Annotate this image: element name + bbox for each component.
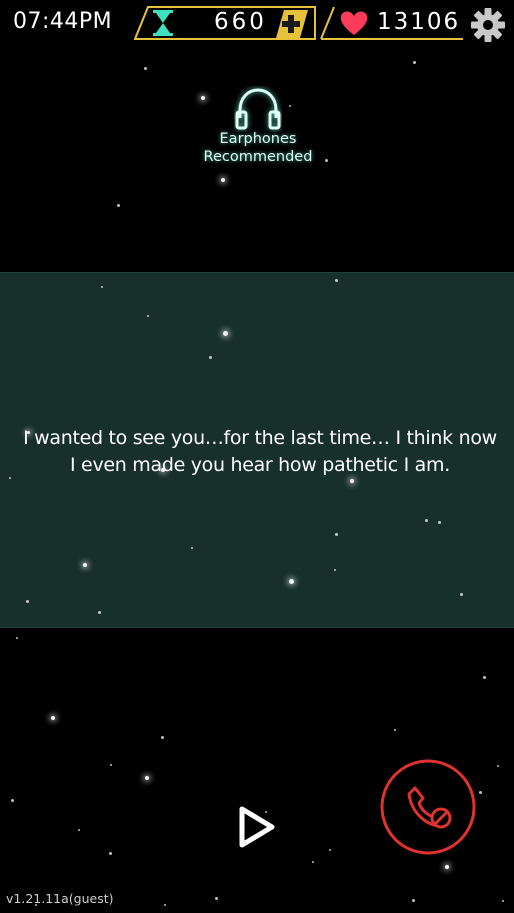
headphones-icon (234, 86, 282, 132)
play-icon[interactable] (234, 804, 278, 850)
star (312, 861, 314, 863)
settings-gear-icon[interactable] (470, 7, 506, 43)
star (16, 637, 18, 639)
star (413, 61, 416, 64)
star (425, 519, 428, 522)
star (26, 600, 29, 603)
star (98, 611, 101, 614)
star (221, 178, 225, 182)
star (201, 96, 205, 100)
star (335, 279, 338, 282)
star (147, 315, 149, 317)
star (350, 479, 354, 483)
star (412, 899, 415, 902)
star (479, 791, 482, 794)
star (117, 204, 120, 207)
star (329, 849, 331, 851)
version-label: v1.21.11a(guest) (6, 891, 114, 906)
star (164, 904, 166, 906)
star (191, 547, 193, 549)
star (335, 533, 338, 536)
star (289, 105, 291, 107)
hourglass-count: 660 (214, 9, 267, 35)
hearts-count: 13106 (377, 9, 461, 35)
star (161, 736, 164, 739)
clock-time: 07:44PM (13, 9, 113, 34)
add-currency-button[interactable] (276, 10, 308, 38)
star (497, 765, 499, 767)
hang-up-phone-icon[interactable] (379, 758, 477, 856)
earphones-line1: Earphones (219, 131, 297, 147)
star (460, 593, 463, 596)
star (215, 897, 218, 900)
star (145, 776, 149, 780)
star (101, 286, 103, 288)
heart-icon (340, 10, 368, 36)
star (289, 579, 294, 584)
star (144, 67, 147, 70)
earphones-recommended-notice (180, 130, 336, 166)
star (223, 331, 228, 336)
star (438, 521, 441, 524)
star (78, 829, 80, 831)
star (83, 563, 87, 567)
hourglass-icon (150, 9, 176, 37)
earphones-line2: Recommended (203, 149, 313, 165)
star (109, 852, 112, 855)
star (51, 716, 55, 720)
star (9, 477, 11, 479)
star (334, 569, 336, 571)
star (502, 900, 504, 902)
dialogue-text: I wanted to see you…for the last time… I think now I even made you hear how pathetic I am. (23, 427, 497, 476)
star (11, 799, 14, 802)
star (445, 865, 449, 869)
star (483, 676, 486, 679)
star (209, 356, 212, 359)
star (394, 729, 396, 731)
star (110, 764, 112, 766)
